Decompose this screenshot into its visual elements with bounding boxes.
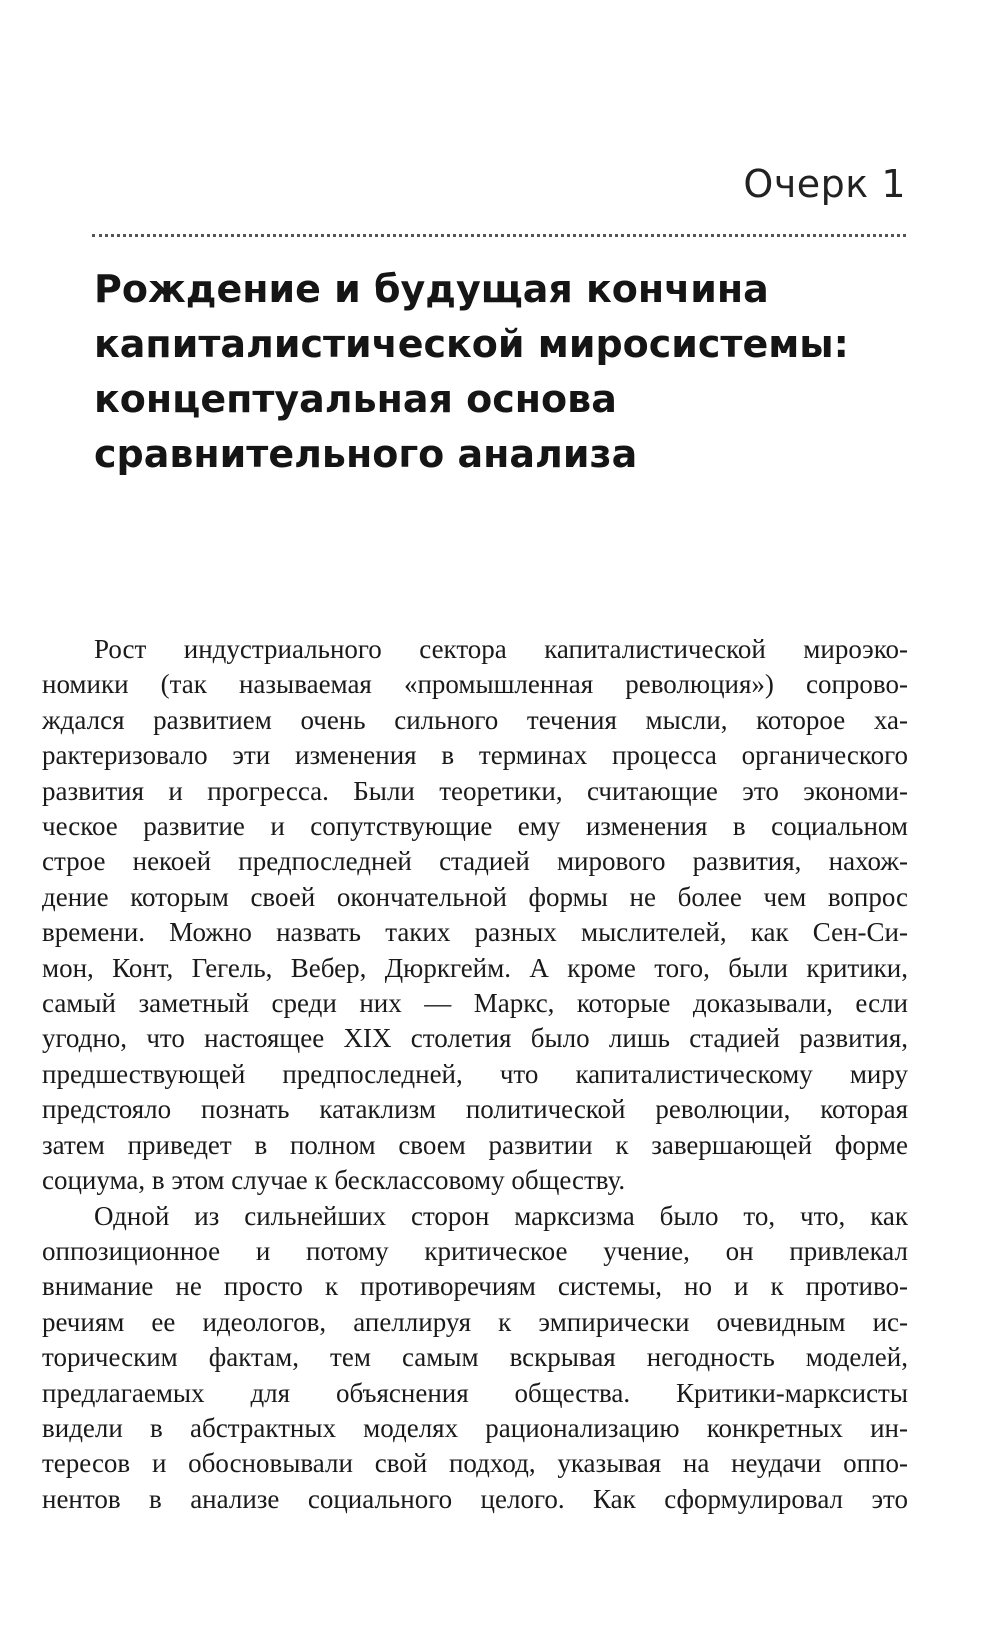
- text-line: времени. Можно назвать таких разных мыслителей, как Сен-Си-: [42, 917, 908, 948]
- text-line: социума, в этом случае к бесклассовому обществу.: [42, 1165, 626, 1196]
- body-text: [42, 632, 908, 1517]
- text-line: угодно, что настоящее XIX столетия было лишь стадией развития,: [42, 1023, 908, 1054]
- chapter-title-line: капиталистической миросистемы:: [94, 322, 849, 366]
- text-line: предшествующей предпоследней, что капиталистическому миру: [42, 1058, 908, 1089]
- text-line: Рост индустриального сектора капиталистической мироэко-: [94, 634, 908, 664]
- text-line: развития и прогресса. Были теоретики, считающие это экономи-: [42, 775, 908, 806]
- chapter-title-line: концептуальная основа: [94, 377, 617, 421]
- essay-label: Очерк 1: [743, 162, 906, 206]
- text-line: строе некоей предпоследней стадией мирового развития, нахож-: [42, 846, 908, 877]
- text-line: ческое развитие и сопутствующие ему изменения в социальном: [42, 811, 908, 842]
- text-line: мон, Конт, Гегель, Вебер, Дюркгейм. А кроме того, были критики,: [42, 952, 908, 983]
- text-line: самый заметный среди них — Маркс, которые доказывали, если: [42, 988, 908, 1019]
- text-line: предстояло познать катаклизм политической революции, которая: [42, 1094, 908, 1125]
- paragraph-1: [42, 632, 908, 1199]
- text-line: тересов и обосновывали свой подход, указывая на неудачи оппо-: [42, 1448, 908, 1479]
- text-line: ждался развитием очень сильного течения мысли, которое ха-: [42, 704, 908, 735]
- text-line: номики (так называемая «промышленная революция») сопрово-: [42, 669, 908, 700]
- text-line: предлагаемых для объяснения общества. Критики-марксисты: [42, 1377, 908, 1408]
- text-line: Одной из сильнейших сторон марксизма было то, что, как: [94, 1200, 908, 1231]
- text-line: речиям ее идеологов, апеллируя к эмпирически очевидным ис-: [42, 1306, 908, 1337]
- chapter-title-line: сравнительного анализа: [94, 432, 638, 476]
- text-line: нентов в анализе социального целого. Как сформулировал это: [42, 1483, 908, 1514]
- text-line: видели в абстрактных моделях рационализацию конкретных ин-: [42, 1412, 908, 1443]
- header-rule: [92, 234, 906, 237]
- chapter-title-line: Рождение и будущая кончина: [94, 267, 769, 311]
- text-line: затем приведет в полном своем развитии к завершающей форме: [42, 1129, 908, 1160]
- text-line: дение которым своей окончательной формы не более чем вопрос: [42, 881, 908, 912]
- chapter-title: [94, 262, 914, 482]
- text-line: оппозиционное и потому критическое учение, он привлекал: [42, 1235, 908, 1266]
- text-line: торическим фактам, тем самым вскрывая негодность моделей,: [42, 1342, 908, 1373]
- paragraph-2: [42, 1199, 908, 1518]
- text-line: внимание не просто к противоречиям системы, но и к противо-: [42, 1271, 908, 1302]
- text-line: рактеризовало эти изменения в терминах процесса органического: [42, 740, 908, 771]
